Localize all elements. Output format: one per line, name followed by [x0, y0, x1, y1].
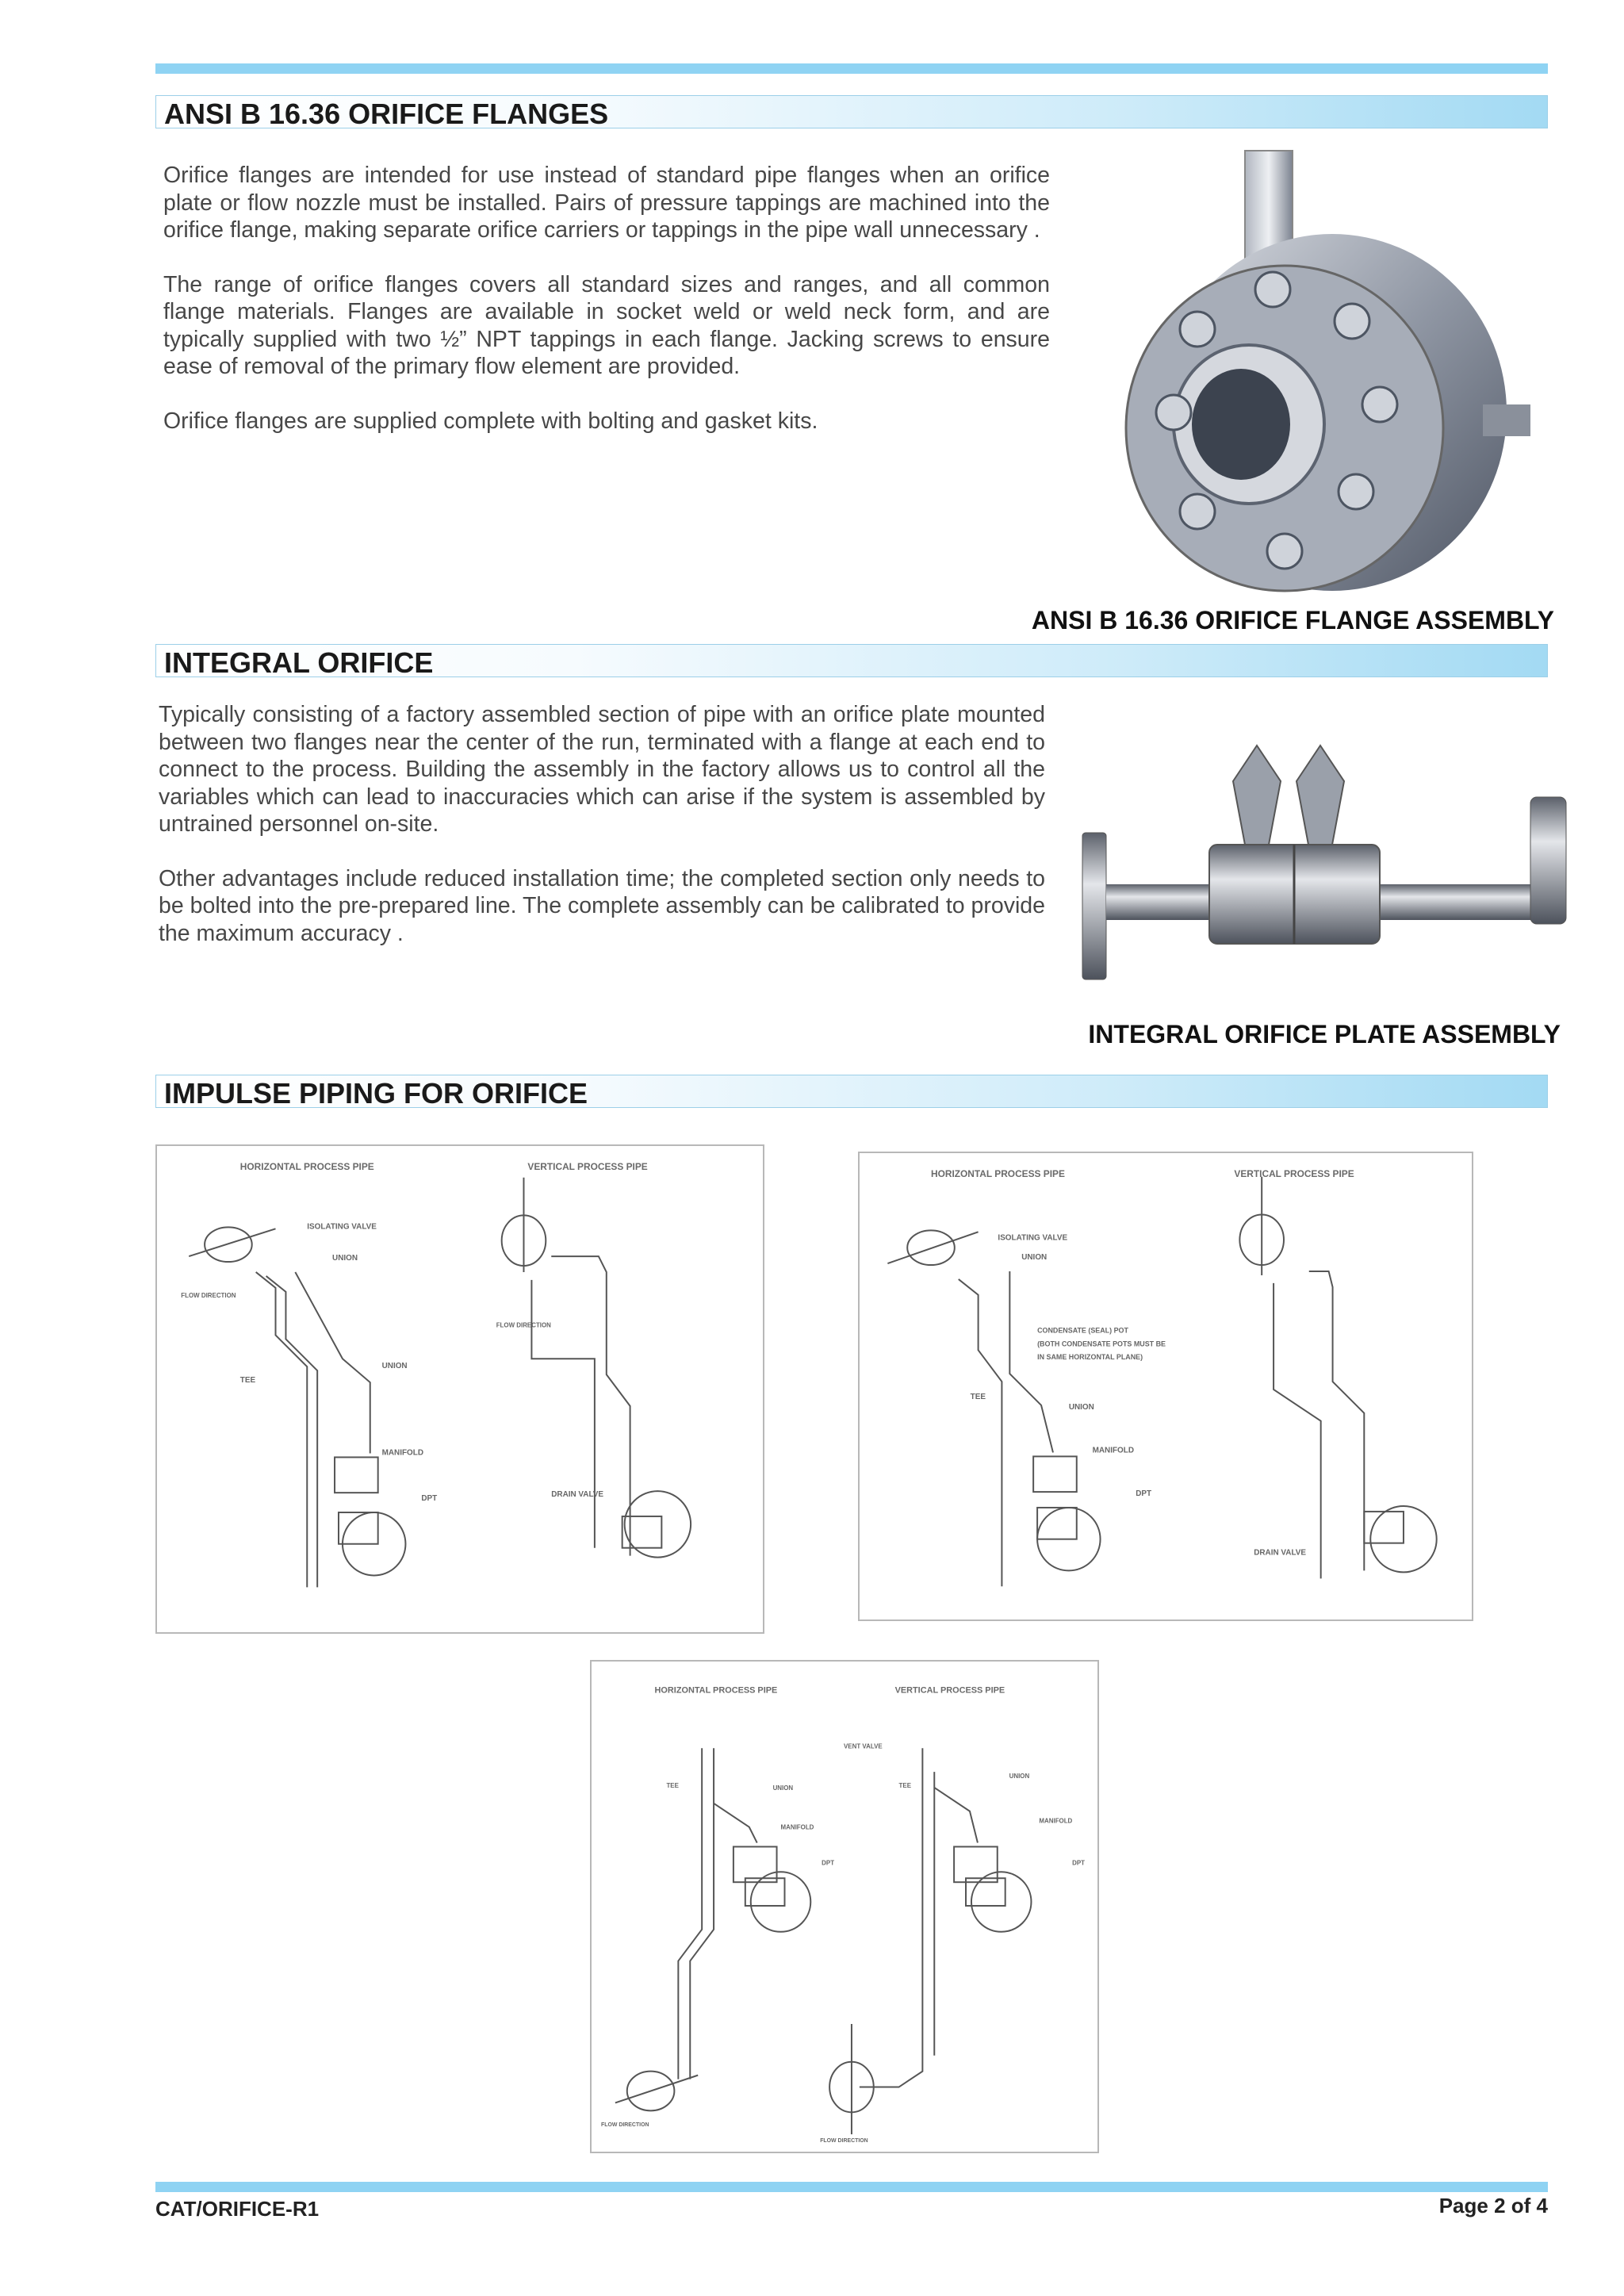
- label: MANIFOLD: [780, 1823, 814, 1831]
- paragraph: The range of orifice flanges covers all standard sizes and ranges, and all common flange materials. Flanges are available in socket weld or weld neck form, and are typically supplied with two ½” NPT tappings in each flange. Jacking screws to ensure ease of removal of the primary flow element are provided.: [163, 271, 1050, 379]
- label: TEE: [970, 1392, 986, 1401]
- label: VENT VALVE: [844, 1742, 883, 1750]
- label: TEE: [239, 1376, 256, 1386]
- label: VERTICAL PROCESS PIPE: [894, 1685, 1005, 1696]
- paragraph: Orifice flanges are intended for use instead of standard pipe flanges when an orifice plate or flow nozzle must be installed. Pairs of pressure tappings are machined into the orifice flange, making separate orifice carriers or tappings in the pipe wall unnecessary .: [163, 163, 1050, 243]
- document-code: CAT/ORIFICE-R1: [155, 2197, 320, 2221]
- label: FLOW DIRECTION: [600, 2122, 649, 2129]
- label: ISOLATING VALVE: [307, 1222, 377, 1232]
- label: DPT: [822, 1859, 835, 1867]
- paragraph: Typically consisting of a factory assembled section of pipe with an orifice plate mounted between two flanges near the center of the run, terminated with a flange at each end to connect to the process. Building the assembly in the factory allows us to control all the variables which can lead to inaccuracies which can arise if the system is assembled by untrained personnel on-site.: [159, 702, 1045, 837]
- impulse-piping-diagram-2: [858, 1152, 1473, 1621]
- label: UNION: [1009, 1773, 1030, 1780]
- flange-assembly-caption: ANSI B 16.36 ORIFICE FLANGE ASSEMBLY: [1031, 606, 1554, 634]
- label: HORIZONTAL PROCESS PIPE: [931, 1167, 1065, 1179]
- label: HORIZONTAL PROCESS PIPE: [239, 1160, 374, 1172]
- label: ISOLATING VALVE: [998, 1233, 1068, 1243]
- section-header-integral-orifice: [155, 644, 1548, 677]
- label: UNION: [1068, 1402, 1094, 1412]
- label: TEE: [666, 1781, 679, 1789]
- label: DPT: [1072, 1859, 1086, 1867]
- orifice-flange-photo: [1086, 151, 1594, 603]
- label: MANIFOLD: [1039, 1817, 1073, 1825]
- paragraph: Orifice flanges are supplied complete with bolting and gasket kits.: [163, 408, 818, 434]
- label: DPT: [421, 1494, 438, 1504]
- label: FLOW DIRECTION: [820, 2138, 868, 2145]
- label: UNION: [772, 1784, 794, 1792]
- bottom-accent-bar: [155, 2182, 1548, 2192]
- integral-assembly-caption: INTEGRAL ORIFICE PLATE ASSEMBLY: [1088, 1020, 1561, 1048]
- integral-orifice-photo: [1078, 726, 1586, 983]
- label: (BOTH CONDENSATE POTS MUST BE: [1037, 1340, 1166, 1348]
- section-title: ANSI B 16.36 ORIFICE FLANGES: [164, 98, 609, 130]
- label: MANIFOLD: [381, 1448, 424, 1458]
- impulse-piping-diagram-1: [155, 1144, 764, 1634]
- label: UNION: [381, 1362, 408, 1371]
- impulse-piping-diagram-3: [590, 1660, 1099, 2153]
- section-title: IMPULSE PIPING FOR ORIFICE: [164, 1077, 588, 1110]
- label: UNION: [1021, 1253, 1048, 1263]
- label: VERTICAL PROCESS PIPE: [1234, 1167, 1354, 1179]
- label: TEE: [898, 1781, 911, 1789]
- label: HORIZONTAL PROCESS PIPE: [654, 1685, 778, 1696]
- label: VERTICAL PROCESS PIPE: [527, 1160, 648, 1172]
- section-header-impulse-piping: [155, 1075, 1548, 1108]
- label: DRAIN VALVE: [1254, 1548, 1307, 1558]
- label: MANIFOLD: [1092, 1446, 1134, 1455]
- top-accent-bar: [155, 63, 1548, 74]
- label: UNION: [332, 1254, 358, 1263]
- integral-orifice-text: [159, 701, 1045, 974]
- orifice-flanges-text: [163, 162, 1050, 462]
- label: CONDENSATE (SEAL) POT: [1037, 1326, 1128, 1335]
- label: IN SAME HORIZONTAL PLANE): [1037, 1353, 1143, 1362]
- label: FLOW DIRECTION: [496, 1321, 551, 1329]
- paragraph: Other advantages include reduced installation time; the completed section only needs to be bolted into the pre-prepared line. The complete assembly can be calibrated to provide the maximum accuracy .: [159, 865, 1045, 946]
- label: FLOW DIRECTION: [181, 1291, 236, 1299]
- label: DRAIN VALVE: [551, 1490, 604, 1500]
- page-number: Page 2 of 4: [1438, 2194, 1548, 2217]
- section-title: INTEGRAL ORIFICE: [164, 646, 434, 679]
- label: DPT: [1136, 1489, 1152, 1499]
- section-header-orifice-flanges: [155, 95, 1548, 128]
